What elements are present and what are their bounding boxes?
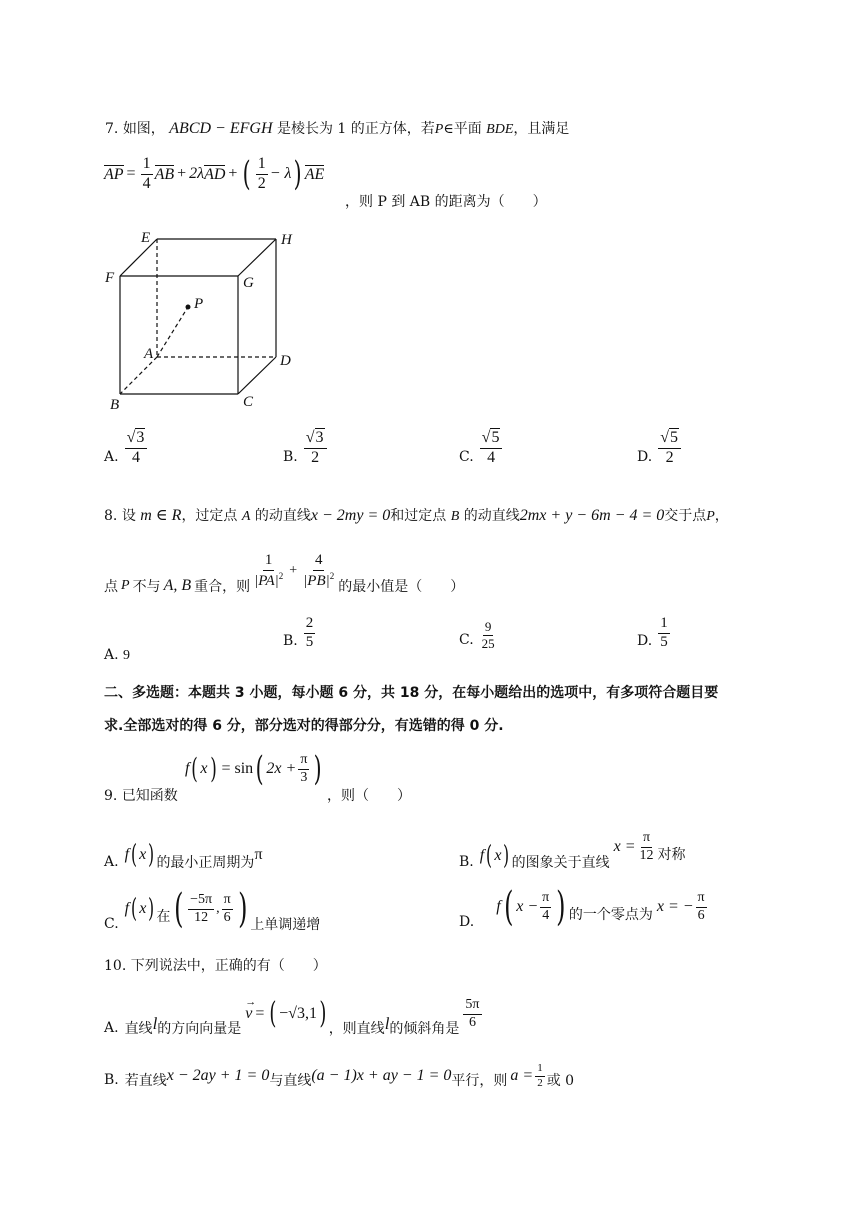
cube-figure bbox=[100, 222, 320, 422]
q8-option-d[interactable]: D. $\frac{1}{5}$ bbox=[637, 615, 668, 650]
left-paren: ( bbox=[243, 154, 252, 195]
q8-line2: 点 P 不与 A, B 重合，则 $\frac{1}{|PA|^2}$ + $\frac{4}{|PB|^2}$ 的最小值是（ ） bbox=[104, 551, 465, 595]
q7-cond-plane: BDE bbox=[486, 122, 514, 137]
q8-line1: 8. 设 m ∈ R，过定点 A 的动直线x − 2my = 0和过定点 B 的动直线2mx + y − 6m − 4 = 0交于点P， bbox=[104, 507, 729, 524]
q9-tail: ，则（ ） bbox=[327, 788, 411, 804]
label-C: C bbox=[243, 394, 254, 410]
label-A: A bbox=[144, 346, 154, 362]
q7-cond-in: ∈平面 bbox=[443, 121, 482, 137]
plus-sign-q8: + bbox=[289, 563, 298, 578]
q7-option-c[interactable]: C. $\frac{√5}{4}$ bbox=[459, 430, 504, 467]
vec-AB: AB bbox=[154, 166, 175, 183]
q7-option-a[interactable]: A. $\frac{√3}{4}$ bbox=[104, 430, 149, 467]
q9-option-d[interactable]: D. f ( x − $\frac{\pi}{4}$ ) 的一个零点为 x = − $\frac{\pi}{6}$ bbox=[459, 884, 705, 930]
line2-equation: 2mx + y − 6m − 4 = 0 bbox=[519, 507, 665, 524]
q10-line: 10. 下列说法中，正确的有（ ） bbox=[104, 958, 327, 974]
vector-v: → v bbox=[245, 996, 257, 1022]
plus-sign-2: + bbox=[228, 165, 238, 183]
label-H: H bbox=[281, 232, 292, 248]
q9-line: 9. 已知函数 bbox=[104, 788, 178, 804]
q9-option-c[interactable]: C. f ( x ) 在 ( $\frac{-5\pi}{12}$ , $\frac{\pi}{6}$ ) 上单调递增 bbox=[104, 886, 321, 933]
q9-option-a[interactable]: A. f ( x ) 的最小正周期为 π bbox=[104, 840, 263, 871]
m-in-R: m ∈ R bbox=[140, 507, 182, 524]
q8-option-a[interactable]: A. 9 bbox=[104, 647, 131, 663]
q8-option-c[interactable]: C. $\frac{9}{25}$ bbox=[459, 619, 495, 651]
q10-option-b[interactable]: B. 若直线 x − 2ay + 1 = 0 与直线 (a − 1)x + ay − 1 = 0 平行，则 a = $\frac{1}{2}$ 或 0 bbox=[104, 1061, 575, 1089]
q7-vector-equation bbox=[104, 156, 324, 193]
q7-cube-name: ABCD − EFGH bbox=[169, 120, 273, 137]
line1-equation: x − 2my = 0 bbox=[310, 507, 391, 524]
section2-heading-line1: 二、多选题：本题共 3 小题，每小题 6 分，共 18 分，在每小题给出的选项中，有多项符合题目要 bbox=[104, 685, 719, 701]
edge-AB bbox=[120, 357, 157, 394]
q7-line1 bbox=[105, 118, 569, 138]
q8-number: 8. bbox=[104, 508, 118, 524]
vec-AE: AE bbox=[304, 166, 325, 183]
label-F: F bbox=[105, 270, 115, 286]
minus-lambda: − λ bbox=[269, 165, 292, 183]
right-paren: ) bbox=[294, 154, 303, 195]
plus-sign: + bbox=[177, 165, 187, 183]
label-G: G bbox=[243, 275, 254, 291]
q8-option-b[interactable]: B. $\frac{2}{5}$ bbox=[283, 615, 314, 650]
q7-option-d[interactable]: D. $\frac{√5}{2}$ bbox=[637, 430, 683, 467]
label-D: D bbox=[280, 353, 291, 369]
segment-AP bbox=[157, 307, 188, 357]
frac-1-over-PA2: $\frac{1}{|PA|^2}$ bbox=[254, 551, 284, 589]
frac-1-4: $\frac{1}{4}$ bbox=[142, 155, 151, 192]
q10-option-a[interactable]: A. 直线 l 的方向向量是 → v = ( −√3,1 ) ，则直线 l 的倾斜角是 $\frac{5\pi}{6}$ bbox=[104, 996, 480, 1037]
q7-desc1: 是棱长为 1 的正方体，若 bbox=[276, 121, 435, 137]
q9-option-b[interactable]: B. f ( x ) 的图象关于直线 x = $\frac{\pi}{12}$ 对称 bbox=[459, 829, 686, 871]
q9-function-def: f ( x ) = sin ( 2x + $\frac{\pi}{3}$ ) bbox=[185, 749, 323, 789]
frac-1-2: $\frac{1}{2}$ bbox=[257, 155, 266, 192]
q7-number: 7. bbox=[105, 121, 119, 137]
label-B: B bbox=[110, 397, 120, 413]
label-P: P bbox=[194, 296, 204, 312]
label-E: E bbox=[141, 230, 151, 246]
q7-option-b[interactable]: B. $\frac{√3}{2}$ bbox=[283, 430, 329, 467]
edge-FE bbox=[120, 239, 157, 276]
q7-desc2: ，且满足 bbox=[513, 121, 570, 137]
section2-heading-line2: 求.全部选对的得 6 分，部分选对的得部分分，有选错的得 0 分. bbox=[104, 718, 504, 734]
equals-sign: = bbox=[126, 165, 136, 183]
vec-AP: AP bbox=[104, 166, 124, 183]
coef-2lambda: 2λ bbox=[189, 165, 205, 183]
frac-4-over-PB2: $\frac{4}{|PB|^2}$ bbox=[303, 551, 335, 589]
q7-intro: 如图， bbox=[122, 121, 165, 137]
point-P bbox=[186, 305, 191, 310]
edge-CD bbox=[238, 357, 276, 394]
edge-GH bbox=[238, 239, 276, 276]
q7-cond-point: P bbox=[434, 122, 444, 137]
vec-AD: AD bbox=[204, 166, 226, 183]
q7-ask: ，则 P 到 AB 的距离为（ ） bbox=[345, 194, 547, 210]
